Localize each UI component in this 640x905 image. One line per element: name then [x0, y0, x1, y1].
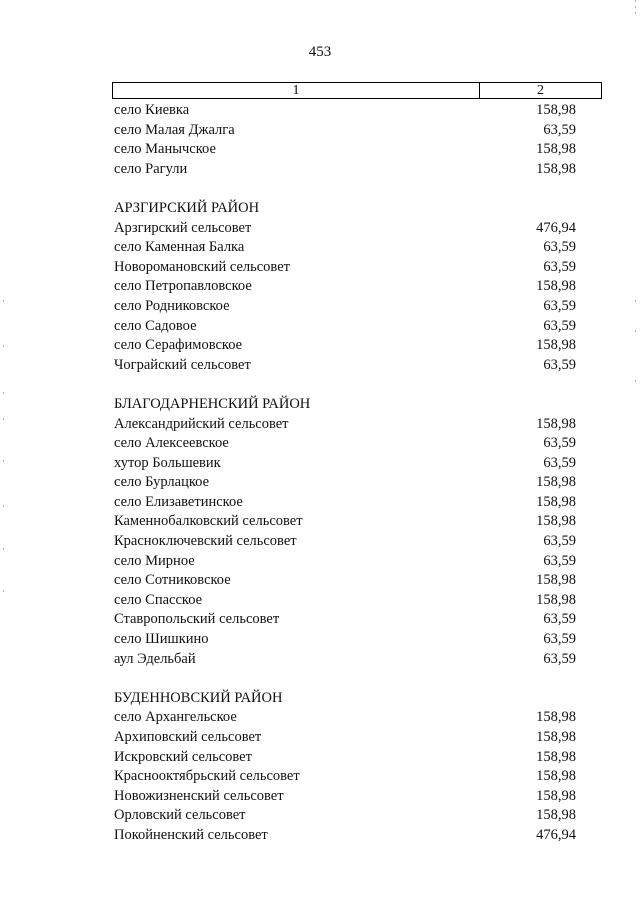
settlement-name: село Петропавловское	[114, 278, 252, 295]
settlement-value: 63,59	[543, 631, 576, 648]
settlement-value: 158,98	[536, 160, 576, 177]
settlement-name: Чограйский сельсовет	[114, 356, 251, 373]
settlement-name: Новожизненский сельсовет	[114, 787, 284, 804]
settlement-value: 158,98	[536, 141, 576, 158]
table-row	[114, 219, 576, 239]
table-row	[114, 140, 576, 160]
table-row	[114, 767, 576, 787]
settlement-name: село Шишкино	[114, 631, 209, 648]
settlement-name: Красноключевский сельсовет	[114, 533, 297, 550]
settlement-name: Арзгирский сельсовет	[114, 219, 252, 236]
table-column-header	[112, 82, 602, 99]
settlement-value: 158,98	[536, 729, 576, 745]
settlement-value: 63,59	[543, 258, 576, 275]
settlement-value: 63,59	[543, 121, 576, 138]
table-row	[114, 336, 576, 356]
table-row	[114, 610, 576, 630]
settlement-name: Архиповский сельсовет	[114, 729, 262, 745]
scan-edge-left	[3, 0, 5, 905]
settlement-name: село Манычское	[114, 141, 216, 158]
table-row	[114, 552, 576, 572]
settlement-name: аул Эдельбай	[114, 650, 196, 667]
settlement-name: село Сотниковское	[114, 572, 231, 589]
settlement-value: 63,59	[543, 650, 576, 667]
table-row	[114, 591, 576, 611]
table-row	[114, 434, 576, 454]
settlement-name: село Мирное	[114, 552, 195, 569]
settlement-name: село Каменная Балка	[114, 239, 245, 256]
table-row	[114, 787, 576, 807]
settlement-value: 158,98	[536, 807, 576, 824]
table-row	[114, 512, 576, 532]
settlement-value: 158,98	[536, 572, 576, 589]
settlement-name: село Алексеевское	[114, 435, 229, 452]
table-row	[114, 356, 576, 376]
settlement-value: 63,59	[543, 454, 576, 471]
settlement-value: 63,59	[543, 356, 576, 373]
district-heading: БЛАГОДАРНЕНСКИЙ РАЙОН	[114, 395, 311, 412]
column-1-number: 1	[113, 83, 480, 98]
settlement-value: 63,59	[543, 552, 576, 569]
settlement-value: 158,98	[536, 787, 576, 804]
settlement-name: хутор Большевик	[114, 454, 221, 471]
settlement-value: 158,98	[536, 748, 576, 765]
settlement-value: 476,94	[536, 219, 576, 236]
settlement-name: Искровский сельсовет	[114, 748, 252, 765]
settlement-value: 63,59	[543, 317, 576, 334]
settlement-value: 63,59	[543, 297, 576, 314]
settlement-value: 63,59	[543, 611, 576, 628]
settlement-name: село Малая Джалга	[114, 121, 235, 138]
settlement-list	[114, 101, 576, 846]
column-2-number: 2	[537, 83, 544, 98]
table-row	[114, 708, 576, 728]
district-heading: БУДЕННОВСКИЙ РАЙОН	[114, 689, 283, 706]
settlement-value: 63,59	[543, 435, 576, 452]
table-row	[114, 258, 576, 278]
settlement-name: село Архангельское	[114, 709, 237, 726]
scan-edge-right	[635, 0, 637, 905]
settlement-name: село Елизаветинское	[114, 493, 243, 510]
table-row	[114, 160, 576, 180]
table-row	[114, 826, 576, 846]
table-row	[114, 748, 576, 768]
settlement-name: село Садовое	[114, 317, 197, 334]
page-number: 453	[308, 44, 332, 60]
table-row	[114, 415, 576, 435]
table-row	[114, 571, 576, 591]
settlement-value: 158,98	[536, 415, 576, 432]
table-row	[114, 728, 576, 748]
settlement-value: 158,98	[536, 493, 576, 510]
settlement-name: Новоромановский сельсовет	[114, 258, 290, 275]
table-row	[114, 277, 576, 297]
table-row	[114, 238, 576, 258]
district-heading: АРЗГИРСКИЙ РАЙОН	[114, 199, 260, 216]
table-row	[114, 532, 576, 552]
table-row	[114, 317, 576, 337]
settlement-value: 63,59	[543, 533, 576, 550]
settlement-value: 158,98	[536, 591, 576, 608]
settlement-name: Краснооктябрьский сельсовет	[114, 768, 300, 785]
table-row	[114, 630, 576, 650]
settlement-value: 158,98	[536, 337, 576, 354]
settlement-name: село Рагули	[114, 160, 188, 177]
settlement-name: Покойненский сельсовет	[114, 826, 268, 843]
table-row	[114, 473, 576, 493]
settlement-value: 158,98	[536, 102, 576, 118]
table-row	[114, 650, 576, 670]
settlement-value: 476,94	[536, 826, 576, 843]
settlement-name: село Бурлацкое	[114, 474, 210, 491]
table-row	[114, 493, 576, 513]
settlement-value: 158,98	[536, 768, 576, 785]
table-row	[114, 454, 576, 474]
settlement-name: село Спасское	[114, 591, 203, 608]
table-row	[114, 806, 576, 826]
settlement-value: 158,98	[536, 709, 576, 726]
settlement-name: село Киевка	[114, 102, 190, 118]
settlement-name: село Родниковское	[114, 297, 230, 314]
settlement-value: 158,98	[536, 513, 576, 530]
settlement-name: Каменнобалковский сельсовет	[114, 513, 303, 530]
settlement-name: Орловский сельсовет	[114, 807, 246, 824]
settlement-value: 63,59	[543, 239, 576, 256]
settlement-value: 158,98	[536, 278, 576, 295]
table-row	[114, 101, 576, 121]
settlement-name: село Серафимовское	[114, 337, 243, 354]
table-row	[114, 121, 576, 141]
table-row	[114, 297, 576, 317]
settlement-name: Ставропольский сельсовет	[114, 611, 280, 628]
settlement-name: Александрийский сельсовет	[114, 415, 289, 432]
settlement-value: 158,98	[536, 474, 576, 491]
